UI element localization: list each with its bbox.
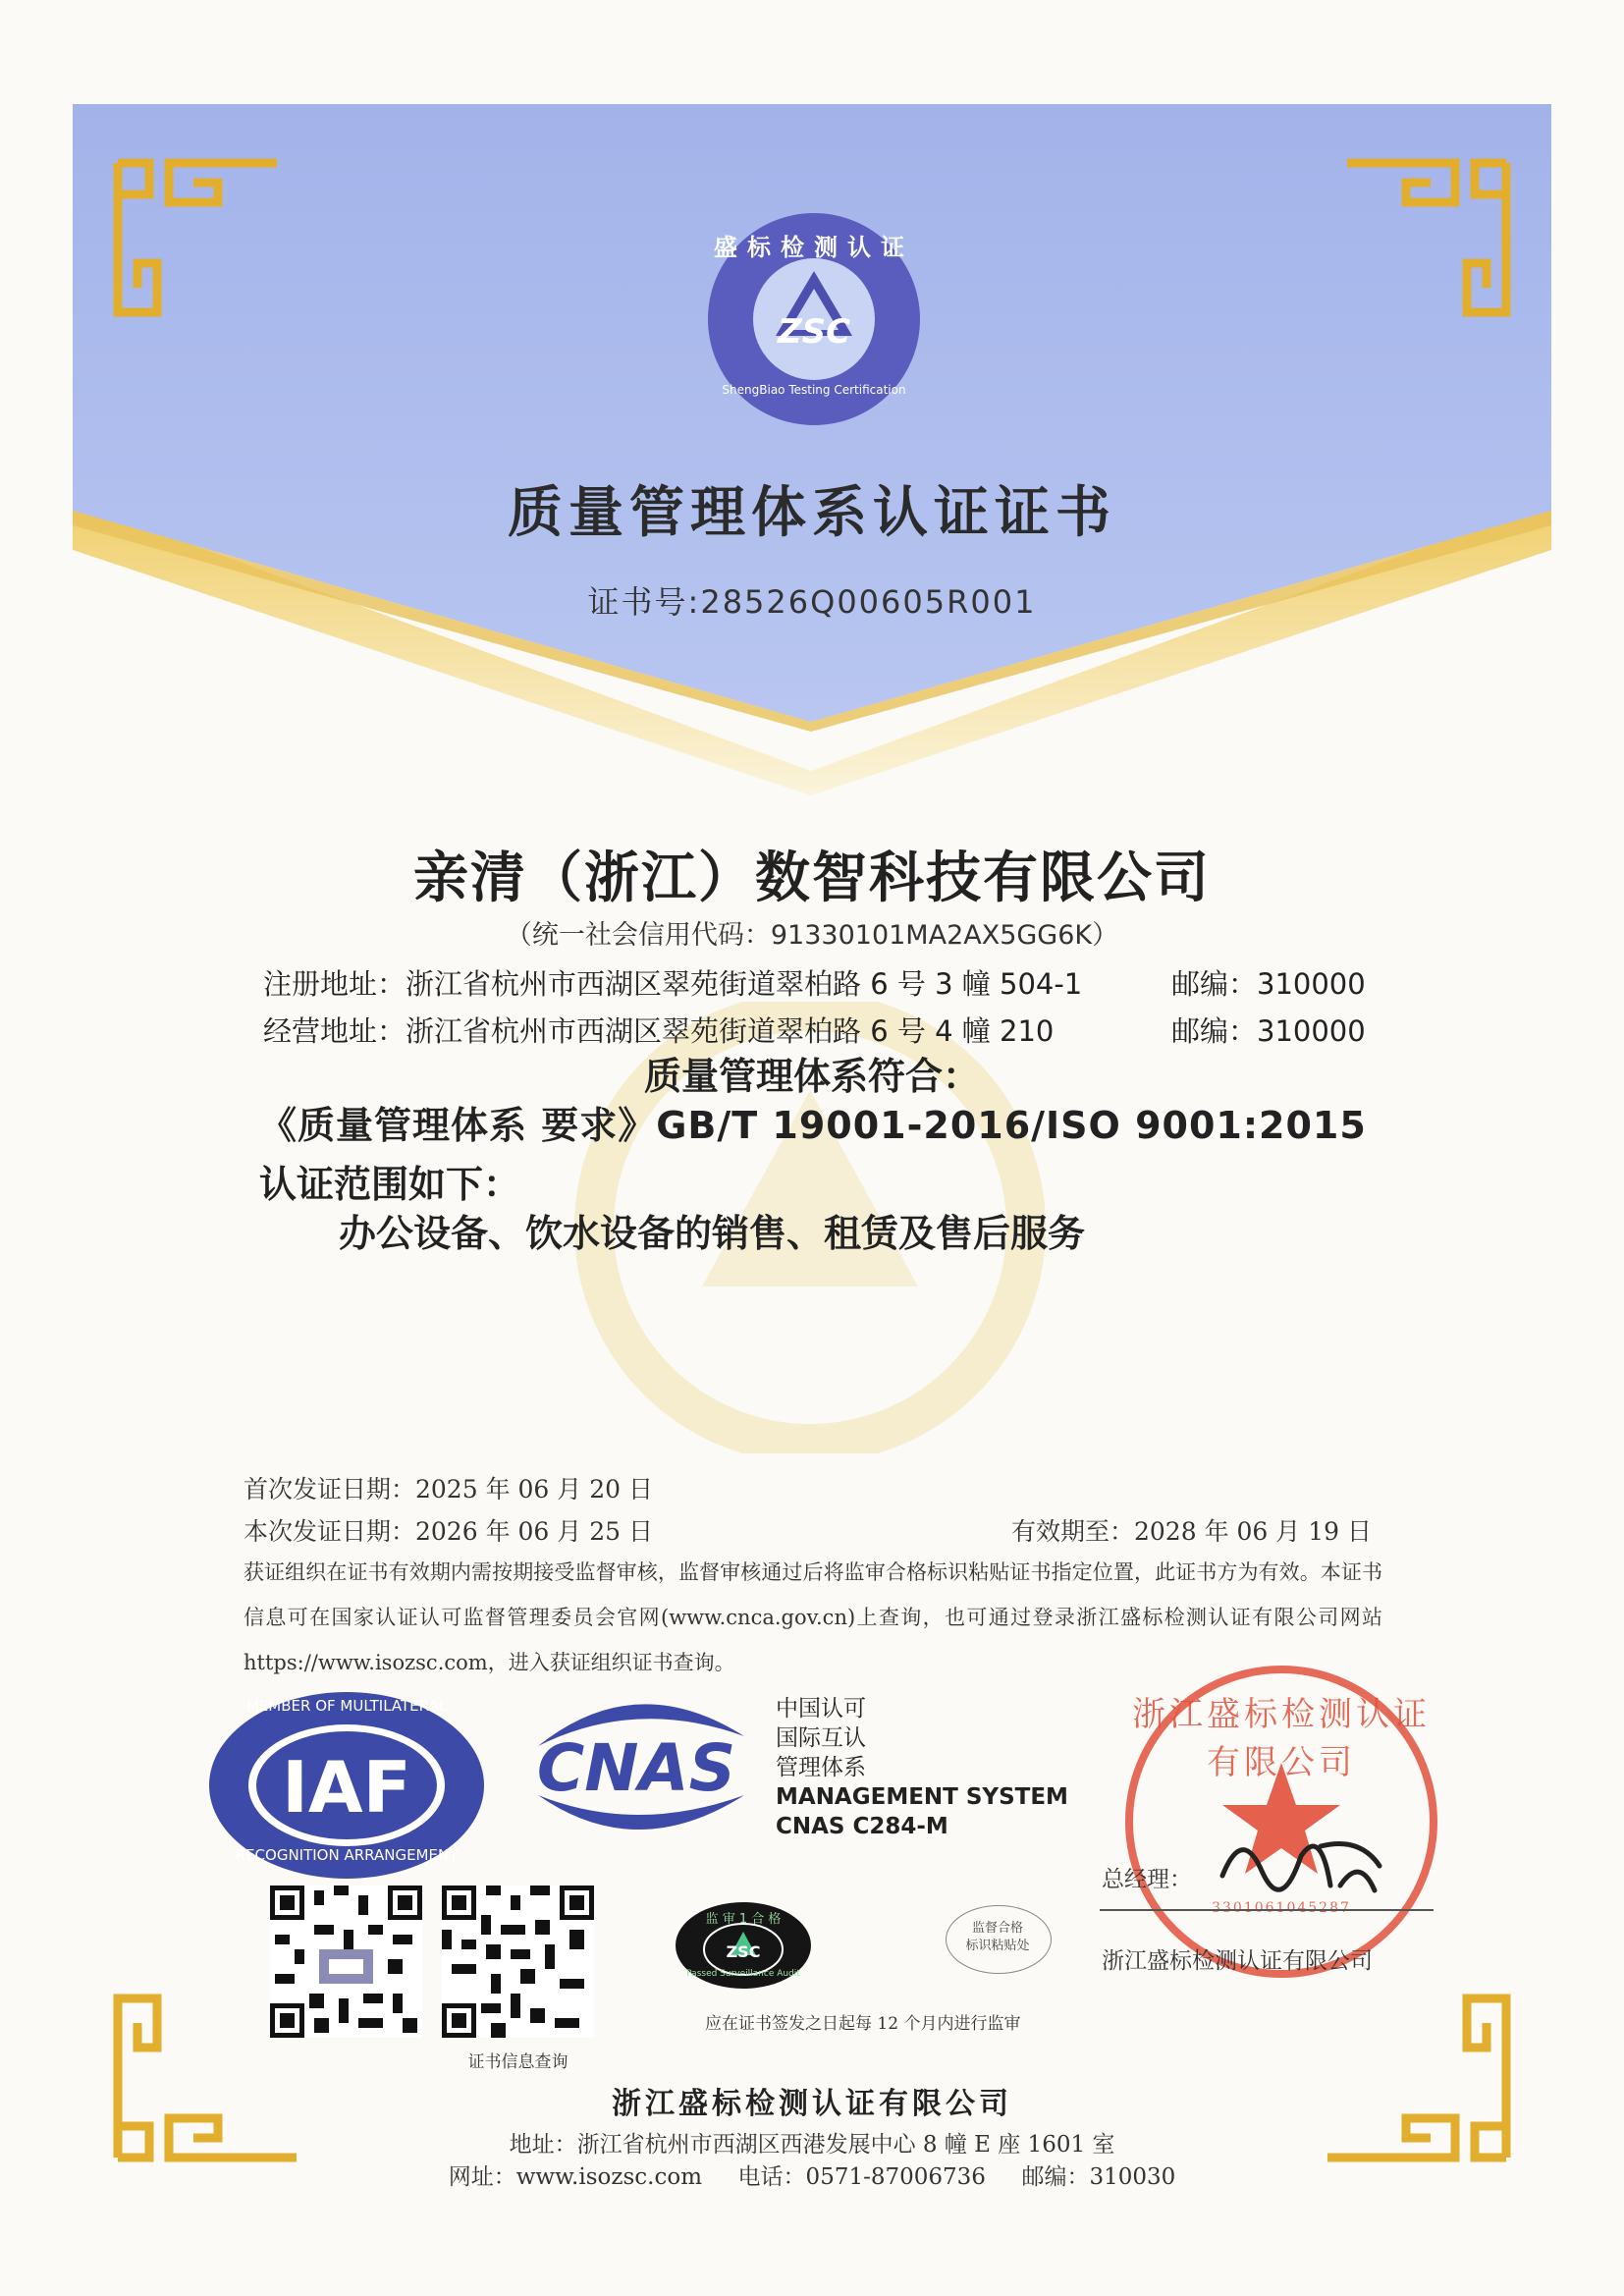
badge-bottom-text: Passed Surveillance Audit (686, 1969, 800, 1979)
business-address: 经营地址：浙江省杭州市西湖区翠苑街道翠柏路 6 号 4 幢 210 (263, 1014, 1055, 1048)
cnas-cn-line-2: 国际互认 (776, 1725, 866, 1751)
cnas-info (776, 1694, 1068, 1841)
signature-title: 总经理： (1102, 1867, 1192, 1892)
surveillance-note: 应在证书签发之日起每 12 个月内进行监审 (705, 2014, 1021, 2034)
badge-abbr: ZSC (726, 1942, 761, 1961)
signature-line (1100, 1909, 1434, 1911)
logo-abbr: ZSC (777, 312, 851, 352)
logo-arc-text-cn: 盛标检测认证 (714, 233, 914, 261)
corner-ornament-top-left (110, 155, 287, 352)
scope-label: 认证范围如下： (259, 1163, 521, 1206)
cnas-en-line: MANAGEMENT SYSTEM (776, 1784, 1068, 1810)
qr-code-right[interactable] (442, 1886, 594, 2038)
handwritten-signature (1213, 1817, 1389, 1905)
registered-zip: 邮编：310000 (1171, 967, 1366, 1001)
footer-org: 浙江盛标检测认证有限公司 (612, 2087, 1012, 2121)
current-issue-date: 本次发证日期：2026 年 06 月 25 日 (244, 1517, 653, 1546)
qr-caption: 证书信息查询 (467, 2052, 568, 2072)
credit-code: （统一社会信用代码：91330101MA2AX5GG6K） (505, 920, 1119, 951)
seal-number: 3301061045287 (1212, 1900, 1351, 1916)
logo-arc-text-en: ShengBiao Testing Certification (722, 383, 906, 397)
company-name: 亲清（浙江）数智科技有限公司 (413, 847, 1211, 910)
sticker-placeholder-text: 监督合格 标识粘贴处 (965, 1921, 1030, 1953)
conformity-heading: 质量管理体系符合： (643, 1055, 980, 1098)
business-zip: 邮编：310000 (1171, 1014, 1366, 1048)
seal-text: 浙江盛标检测认证有限公司 (1132, 1695, 1431, 1782)
cnas-logo-text: CNAS (536, 1730, 736, 1806)
iaf-acronym: IAF (282, 1746, 411, 1829)
standard: 《质量管理体系 要求》GB/T 19001-2016/ISO 9001:2015 (259, 1104, 1367, 1147)
scope: 办公设备、饮水设备的销售、租赁及售后服务 (339, 1212, 1086, 1255)
footer-contact: 网址：www.isozsc.com 电话：0571-87006736 邮编：310030 (448, 2164, 1176, 2190)
notice-text: 获证组织在证书有效期内需按期接受监督审核，监督审核通过后将监审合格标识粘贴证书指定位置，此证书方为有效。本证书信息可在国家认证认可监督管理委员会官网(www.cnca.gov.cn)上查询，也可通过登录浙江盛标检测认证有限公司网站 https://www.isozsc.com，进入获证组织证书查询。 (244, 1560, 1382, 1674)
cnas-code: CNAS C284-M (776, 1814, 948, 1839)
registered-address: 注册地址：浙江省杭州市西湖区翠苑街道翠柏路 6 号 3 幢 504-1 (263, 967, 1083, 1001)
signature-org: 浙江盛标检测认证有限公司 (1102, 1948, 1373, 1974)
badge-top-text: 监 审 1 合 格 (705, 1912, 782, 1927)
valid-until-date: 有效期至：2028 年 06 月 19 日 (1011, 1517, 1372, 1546)
certificate-number: 证书号:28526Q00605R001 (587, 583, 1037, 621)
cnas-cn-line-1: 中国认可 (776, 1696, 866, 1722)
corner-ornament-top-right (1337, 155, 1514, 352)
iaf-ring-top: MEMBER OF MULTILATERAL (245, 1697, 448, 1715)
footer-address: 地址：浙江省杭州市西湖区西港发展中心 8 幢 E 座 1601 室 (509, 2132, 1115, 2158)
cnas-cn-line-3: 管理体系 (776, 1755, 866, 1780)
iaf-ring-bottom: RECOGNITION ARRANGEMENT (235, 1846, 459, 1864)
certificate-title: 质量管理体系认证证书 (508, 481, 1116, 545)
first-issue-date: 首次发证日期：2025 年 06 月 20 日 (244, 1475, 653, 1503)
